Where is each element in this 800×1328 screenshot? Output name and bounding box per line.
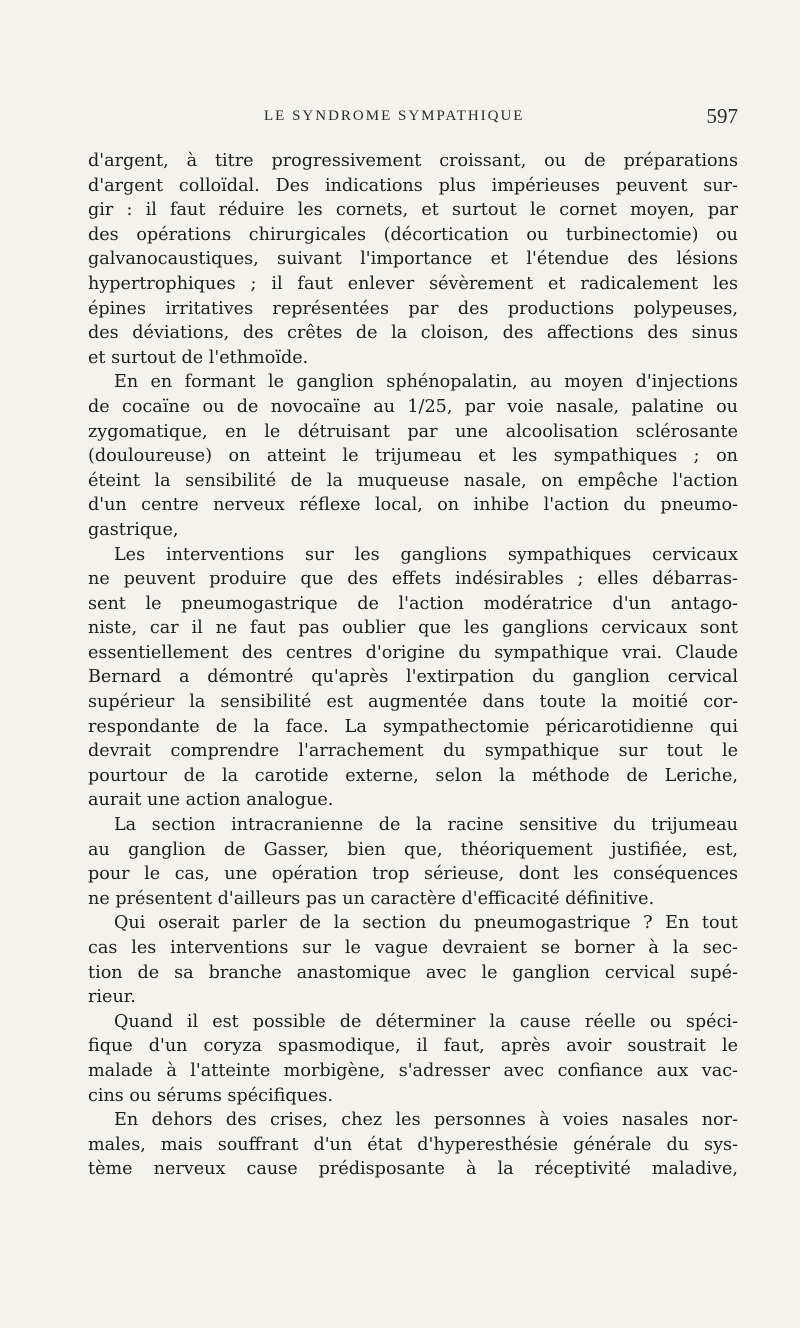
running-header xyxy=(88,104,738,132)
text-line: La section intracranienne de la racine sensitive du trijumeau xyxy=(114,815,738,836)
text-line: des opérations chirurgicales (décortication ou turbinectomie) ou xyxy=(88,224,738,245)
body-text xyxy=(88,149,738,1182)
text-line: pourtour de la carotide externe, selon la méthode de Leriche, xyxy=(88,765,738,786)
text-line: cins ou sérums spécifiques. xyxy=(88,1085,333,1106)
text-line: hypertrophiques ; il faut enlever sévèrement et radicalement les xyxy=(88,273,738,294)
text-line: devrait comprendre l'arrachement du sympathique sur tout le xyxy=(88,741,738,762)
text-line: rieur. xyxy=(88,987,136,1008)
text-line: pour le cas, une opération trop sérieuse, dont les conséquences xyxy=(88,864,738,885)
text-line: sent le pneumogastrique de l'action modératrice d'un antago- xyxy=(88,593,738,614)
text-line: et surtout de l'ethmoïde. xyxy=(88,347,309,368)
text-line: gir : il faut réduire les cornets, et surtout le cornet moyen, par xyxy=(88,200,738,221)
text-line: ne peuvent produire que des effets indésirables ; elles débarras- xyxy=(88,569,738,590)
text-line: de cocaïne ou de novocaïne au 1/25, par voie nasale, palatine ou xyxy=(88,396,738,417)
running-title: LE SYNDROME SYMPATHIQUE xyxy=(264,108,525,124)
text-line: galvanocaustiques, suivant l'importance et l'étendue des lésions xyxy=(88,249,738,270)
text-line: (douloureuse) on atteint le trijumeau et les sympathiques ; on xyxy=(88,446,738,467)
text-line: niste, car il ne faut pas oublier que les ganglions cervicaux sont xyxy=(88,618,738,639)
text-line: Quand il est possible de déterminer la cause réelle ou spéci- xyxy=(114,1011,738,1032)
text-line: Bernard a démontré qu'après l'extirpation du ganglion cervical xyxy=(88,667,738,688)
page-number: 597 xyxy=(706,104,738,128)
text-line: cas les interventions sur le vague devraient se borner à la sec- xyxy=(88,938,738,958)
text-line: fique d'un coryza spasmodique, il faut, après avoir soustrait le xyxy=(88,1036,738,1057)
text-line: d'un centre nerveux réflexe local, on inhibe l'action du pneumo- xyxy=(88,495,738,516)
text-line: essentiellement des centres d'origine du sympathique vrai. Claude xyxy=(88,642,738,663)
text-line: Qui oserait parler de la section du pneumogastrique ? En tout xyxy=(114,913,738,934)
text-line: En dehors des crises, chez les personnes à voies nasales nor- xyxy=(114,1110,738,1131)
text-line: aurait une action analogue. xyxy=(88,790,334,811)
text-line: males, mais souffrant d'un état d'hyperesthésie générale du sys- xyxy=(88,1134,738,1155)
text-line: au ganglion de Gasser, bien que, théoriquement justifiée, est, xyxy=(88,839,738,860)
text-line: malade à l'atteinte morbigène, s'adresser avec confiance aux vac- xyxy=(88,1060,738,1081)
text-line: d'argent colloïdal. Des indications plus impérieuses peuvent sur- xyxy=(88,175,738,196)
text-line: épines irritatives représentées par des productions polypeuses, xyxy=(88,298,738,319)
text-line: tème nerveux cause prédisposante à la réceptivité maladive, xyxy=(88,1159,738,1180)
text-line: En en formant le ganglion sphénopalatin, au moyen d'injections xyxy=(114,372,738,393)
text-line: gastrique, xyxy=(88,519,179,540)
text-line: des déviations, des crêtes de la cloison, des affections des sinus xyxy=(88,323,738,344)
text-line: d'argent, à titre progressivement croissant, ou de préparations xyxy=(88,151,738,171)
text-line: ne présentent d'ailleurs pas un caractère d'efficacité définitive. xyxy=(88,888,655,909)
text-line: supérieur la sensibilité est augmentée dans toute la moitié cor- xyxy=(88,692,738,713)
text-line: respondante de la face. La sympathectomie péricarotidienne qui xyxy=(88,716,738,737)
text-line: éteint la sensibilité de la muqueuse nasale, on empêche l'action xyxy=(88,470,738,491)
text-line: Les interventions sur les ganglions sympathiques cervicaux xyxy=(114,544,738,565)
text-line: zygomatique, en le détruisant par une alcoolisation sclérosante xyxy=(88,421,738,442)
text-line: tion de sa branche anastomique avec le ganglion cervical supé- xyxy=(88,962,738,983)
